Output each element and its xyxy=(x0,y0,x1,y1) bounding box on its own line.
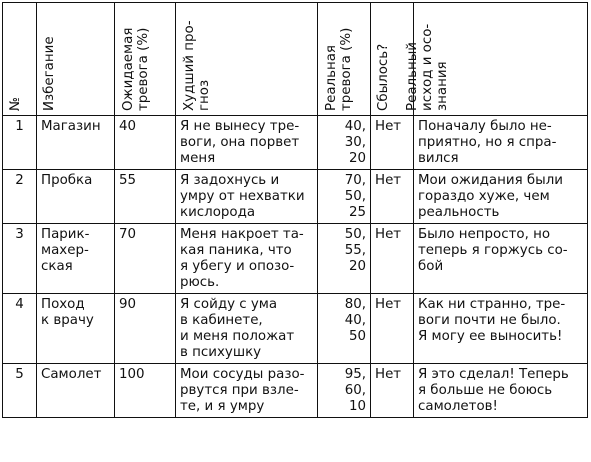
outcome-cell: Мои ожидания были гораздо хуже, чем реальность xyxy=(414,170,588,224)
expected-anxiety-cell: 70 xyxy=(115,224,176,294)
forecast-cell: Я задохнусь и умру от нехватки кислорода xyxy=(176,170,318,224)
avoidance-cell: Парик- махер- ская xyxy=(37,224,115,294)
row-number: 1 xyxy=(3,116,37,170)
forecast-cell: Я сойду с ума в кабинете, и меня положат в психушку xyxy=(176,294,318,364)
table-row xyxy=(3,116,588,170)
avoidance-cell: Пробка xyxy=(37,170,115,224)
header-expected-anxiety: Ожидаемая тревога (%) xyxy=(115,3,176,116)
expected-anxiety-cell: 100 xyxy=(115,364,176,418)
outcome-cell: Поначалу было не- приятно, но я спра- вился xyxy=(414,116,588,170)
outcome-cell: Как ни странно, тре- воги почти не было. Я могу ее выносить! xyxy=(414,294,588,364)
happened-cell: Нет xyxy=(371,116,414,170)
happened-cell: Нет xyxy=(371,294,414,364)
row-number: 5 xyxy=(3,364,37,418)
avoidance-cell: Магазин xyxy=(37,116,115,170)
avoidance-cell: Самолет xyxy=(37,364,115,418)
header-real-anxiety: Реальная тревога (%) xyxy=(318,3,371,116)
happened-cell: Нет xyxy=(371,224,414,294)
row-number: 2 xyxy=(3,170,37,224)
real-anxiety-cell: 50, 55, 20 xyxy=(318,224,371,294)
row-number: 3 xyxy=(3,224,37,294)
table-row xyxy=(3,294,588,364)
header-row xyxy=(3,3,588,116)
expected-anxiety-cell: 90 xyxy=(115,294,176,364)
header-real-outcome: Реальный исход и осознания xyxy=(414,3,588,116)
header-happened: Сбылось? xyxy=(371,3,414,116)
happened-cell: Нет xyxy=(371,364,414,418)
real-anxiety-cell: 80, 40, 50 xyxy=(318,294,371,364)
expected-anxiety-cell: 55 xyxy=(115,170,176,224)
outcome-cell: Было непросто, но теперь я горжусь со- бой xyxy=(414,224,588,294)
table-row xyxy=(3,224,588,294)
happened-cell: Нет xyxy=(371,170,414,224)
table-row xyxy=(3,170,588,224)
table-row xyxy=(3,364,588,418)
row-number: 4 xyxy=(3,294,37,364)
real-anxiety-cell: 40, 30, 20 xyxy=(318,116,371,170)
header-avoidance: Избегание xyxy=(37,3,115,116)
exposure-table xyxy=(2,2,588,418)
header-worst-forecast: Худший прогноз xyxy=(176,3,318,116)
header-number: № xyxy=(3,3,37,116)
expected-anxiety-cell: 40 xyxy=(115,116,176,170)
forecast-cell: Я не вынесу тре- воги, она порвет меня xyxy=(176,116,318,170)
forecast-cell: Меня накроет та- кая паника, что я убегу и опозо- рюсь. xyxy=(176,224,318,294)
real-anxiety-cell: 70, 50, 25 xyxy=(318,170,371,224)
outcome-cell: Я это сделал! Теперь я больше не боюсь самолетов! xyxy=(414,364,588,418)
avoidance-cell: Поход к врачу xyxy=(37,294,115,364)
forecast-cell: Мои сосуды разо- рвутся при взле- те, и я умру xyxy=(176,364,318,418)
real-anxiety-cell: 95, 60, 10 xyxy=(318,364,371,418)
